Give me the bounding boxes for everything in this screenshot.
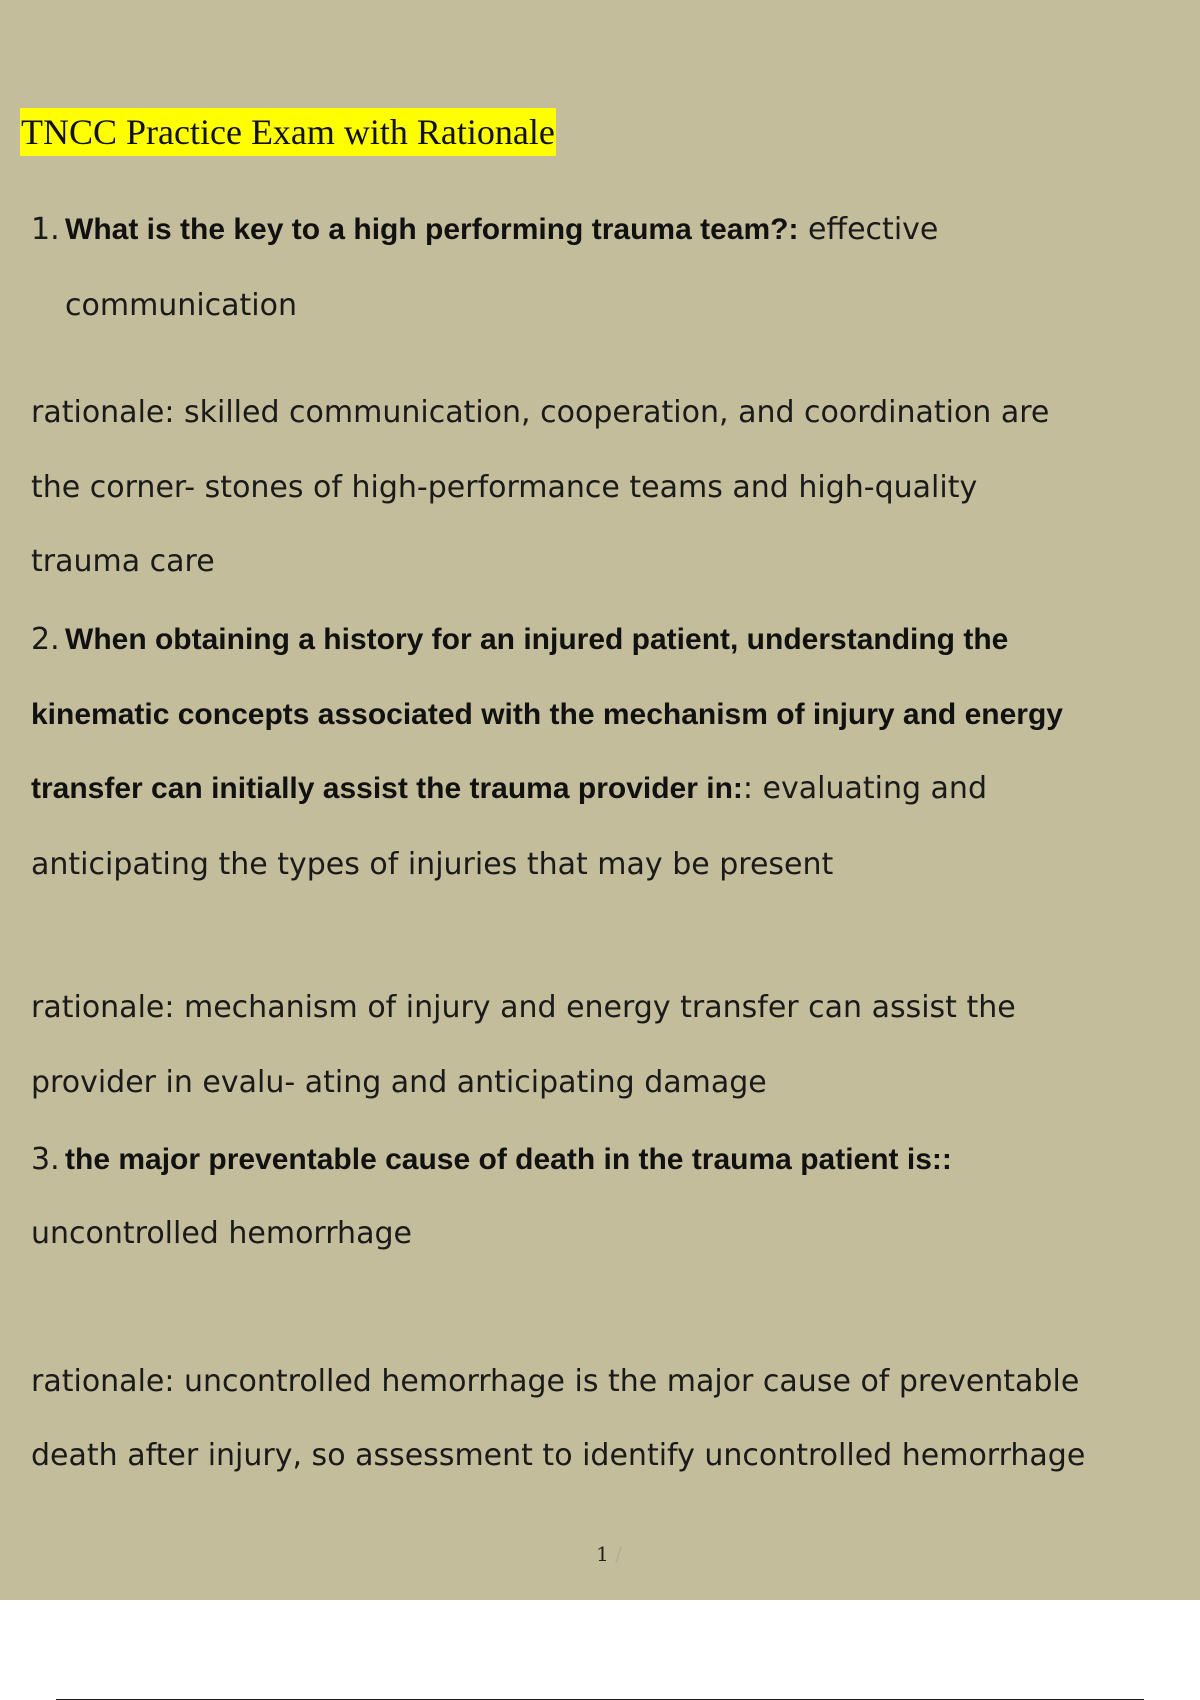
question-3-number: 3. [31, 1142, 60, 1177]
question-1-text: What is the key to a high performing trauma team?: [65, 213, 799, 246]
rationale-1-line-2: the corner- stones of high-performance teams and high-quality [31, 470, 978, 505]
rationale-3-line-1: rationale: uncontrolled hemorrhage is the major cause of preventable [31, 1364, 1080, 1399]
question-3-answer: uncontrolled hemorrhage [31, 1216, 412, 1251]
question-1-line-1 [31, 210, 938, 250]
question-2-answer-inline: : evaluating and [742, 771, 987, 806]
rationale-1-line-1: rationale: skilled communication, cooperation, and coordination are [31, 395, 1050, 430]
page-number-value: 1 [596, 1542, 609, 1566]
rationale-2-line-2: provider in evalu- ating and anticipating damage [31, 1065, 767, 1100]
question-2-answer: anticipating the types of injuries that may be present [31, 847, 834, 882]
rationale-1-line-3: trauma care [31, 544, 215, 579]
question-1-number: 1. [31, 212, 60, 247]
question-2-text-3: transfer can initially assist the trauma provider in: [31, 772, 743, 805]
question-2-line-3 [31, 769, 987, 809]
question-2-number: 2. [31, 622, 60, 657]
question-1-answer: communication [65, 288, 298, 323]
page-number [0, 1542, 1200, 1566]
question-3-line-1 [31, 1140, 952, 1180]
rationale-2-line-1: rationale: mechanism of injury and energy transfer can assist the [31, 990, 1016, 1025]
question-3-text: the major preventable cause of death in the trauma patient is:: [65, 1143, 952, 1176]
page-number-separator: / [615, 1542, 622, 1566]
document-title: TNCC Practice Exam with Rationale [20, 108, 556, 156]
question-1-answer-inline: effective [798, 212, 939, 247]
question-2-line-1 [31, 620, 1008, 660]
rationale-3-line-2: death after injury, so assessment to identify uncontrolled hemorrhage [31, 1438, 1086, 1473]
question-2-text-1: When obtaining a history for an injured patient, understanding the [65, 623, 1009, 656]
question-2-text-2: kinematic concepts associated with the mechanism of injury and energy [31, 698, 1063, 731]
